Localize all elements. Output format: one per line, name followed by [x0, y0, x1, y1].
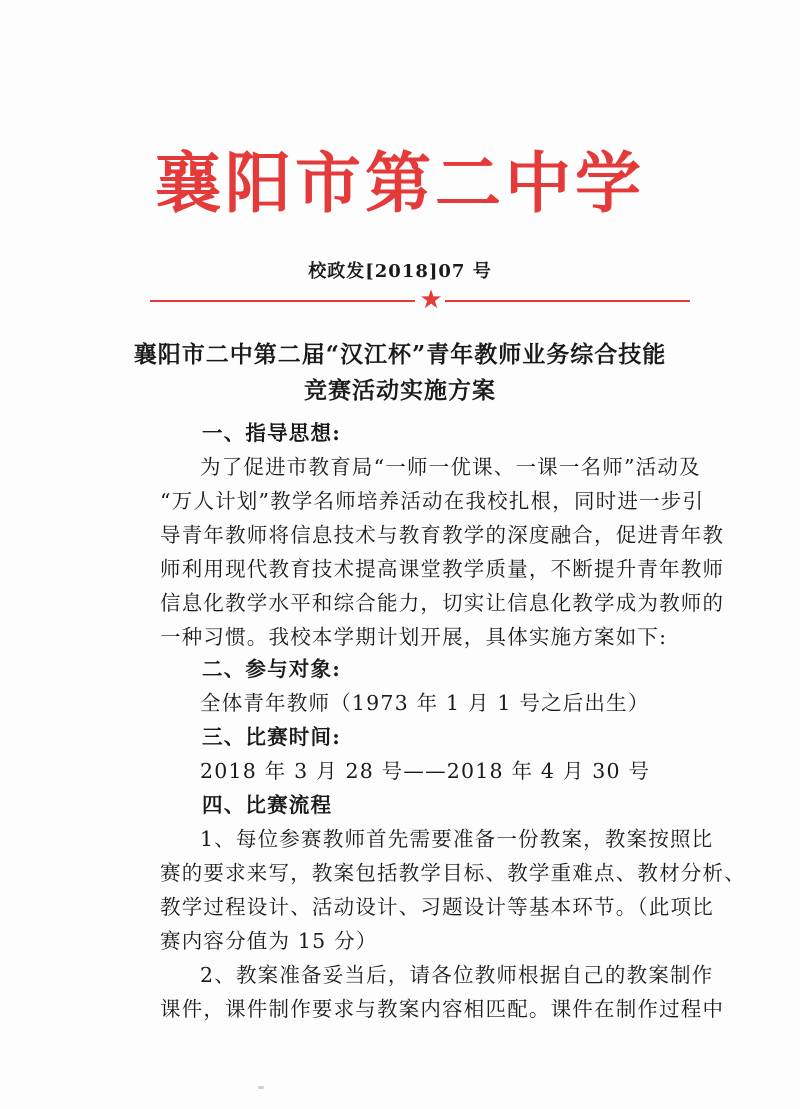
body-line: 赛内容分值为 15 分）: [160, 929, 378, 953]
participants-text: 全体青年教师（1973 年 1 月 1 号之后出生）: [200, 691, 650, 715]
body-line: 导青年教师将信息技术与教育教学的深度融合，促进青年教: [160, 523, 725, 547]
body-line: 信息化教学水平和综合能力，切实让信息化教学成为教师的: [160, 591, 725, 615]
body-line: 为了促进市教育局“一师一优课、一课一名师”活动及: [200, 455, 701, 479]
body-line: 课件，课件制作要求与教案内容相匹配。课件在制作过程中: [160, 997, 725, 1021]
red-rule-left: [150, 300, 415, 302]
body-line: 一种习惯。我校本学期计划开展，具体实施方案如下:: [160, 625, 668, 649]
body-line: 师利用现代教育技术提高课堂教学质量，不断提升青年教师: [160, 557, 725, 581]
body-line: 赛的要求来写，教案包括教学目标、教学重难点、教材分析、: [160, 861, 746, 885]
document-title-line-2: 竞赛活动实施方案: [304, 377, 496, 404]
document-title-line-1: 襄阳市二中第二届“汉江杯”青年教师业务综合技能: [133, 341, 667, 368]
section-heading-time: 三、比赛时间:: [202, 725, 341, 749]
body-line: 教学过程设计、活动设计、习题设计等基本环节。（此项比: [160, 895, 714, 919]
body-line: “万人计划”教学名师培养活动在我校扎根，同时进一步引: [160, 489, 705, 513]
section-heading-participants: 二、参与对象:: [202, 657, 341, 681]
document-number: 校政发[2018]07 号: [308, 261, 492, 282]
red-star-icon: ★: [419, 285, 443, 315]
section-heading-guiding-idea: 一、指导思想:: [202, 421, 341, 445]
competition-time-text: 2018 年 3 月 28 号——2018 年 4 月 30 号: [200, 759, 651, 783]
masthead-title: 襄阳市第二中学: [155, 144, 645, 222]
section-heading-process: 四、比赛流程: [202, 793, 333, 817]
body-line: 2、教案准备妥当后，请各位教师根据自己的教案制作: [200, 963, 714, 987]
scan-speck: [258, 1086, 264, 1089]
body-line: 1、每位参赛教师首先需要准备一份教案，教案按照比: [200, 827, 714, 851]
red-rule-right: [445, 300, 690, 302]
